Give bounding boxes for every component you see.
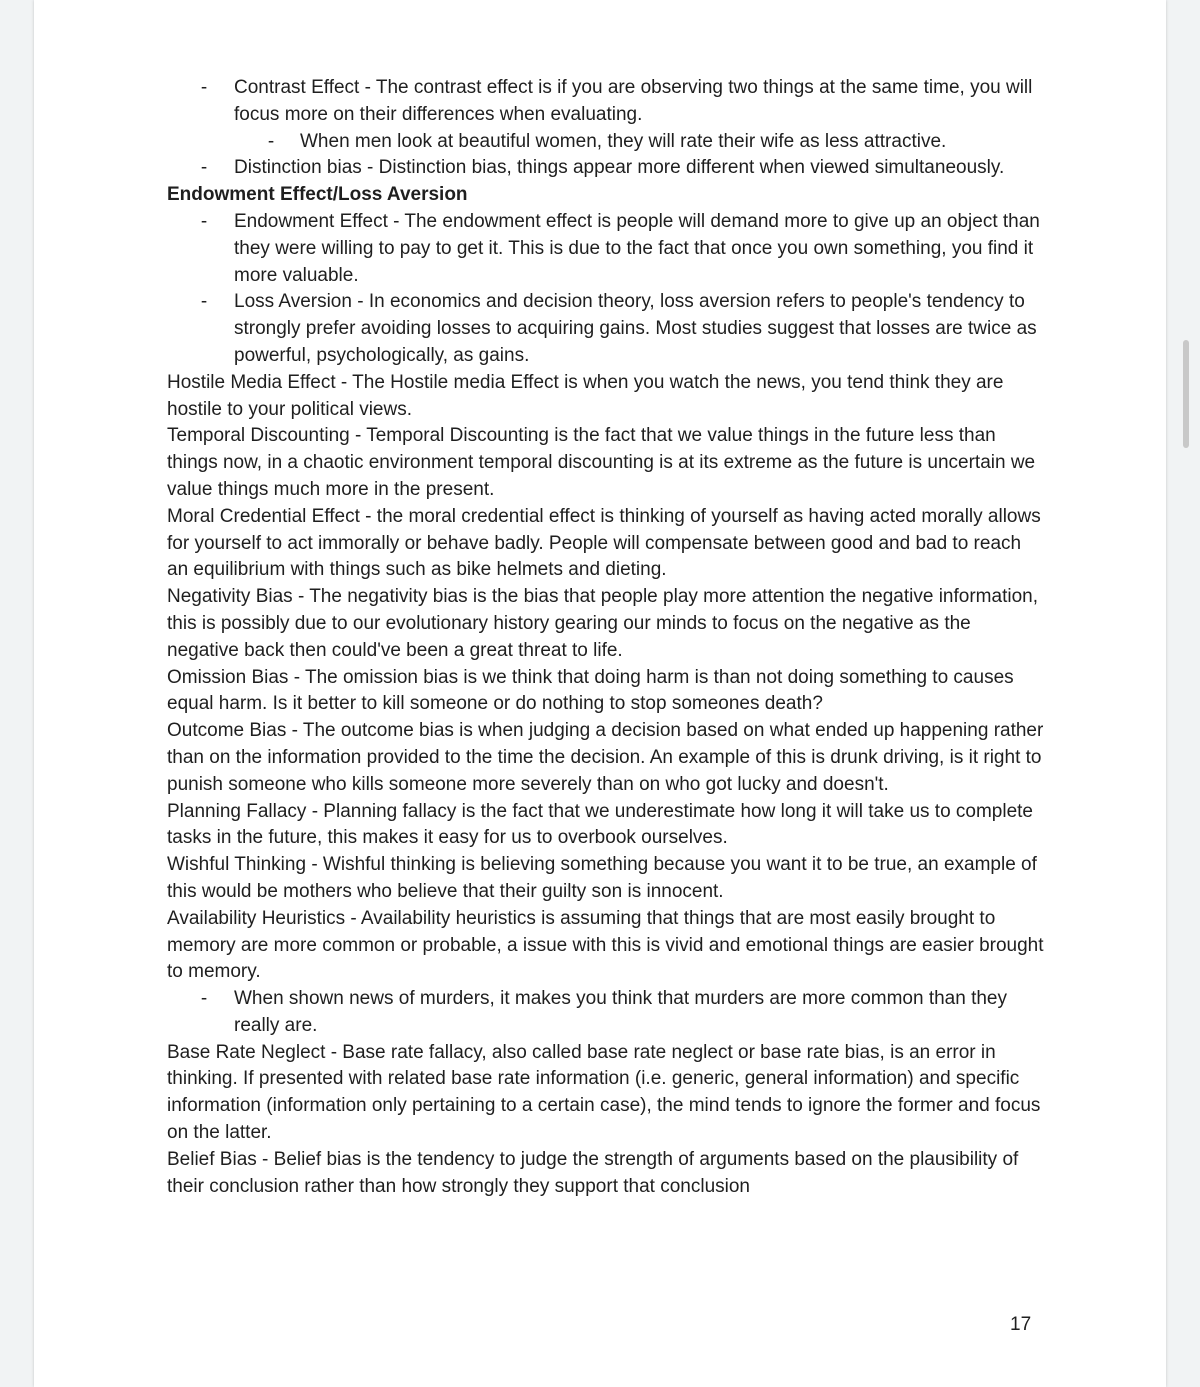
bullet-dash: - (200, 988, 208, 1010)
bullet-text: When shown news of murders, it makes you think that murders are more common than they really are. (234, 988, 1007, 1036)
bullet-loss-aversion (167, 289, 1047, 369)
paragraph-outcome-bias: Outcome Bias - The outcome bias is when judging a decision based on what ended up happening rather than on the information provided to the time the decision. An example of this is drunk driving, is it right to punish someone who kills someone more severely than on who got lucky and doesn't. (167, 720, 1044, 795)
document-page (34, 0, 1166, 1387)
paragraph-availability-heuristics: Availability Heuristics - Availability heuristics is assuming that things that are most easily brought to memory are more common or probable, a issue with this is vivid and emotional things are easier brought to memory. (167, 907, 1044, 983)
section-heading-endowment: Endowment Effect/Loss Aversion (167, 184, 468, 206)
bullet-text: Contrast Effect - The contrast effect is if you are observing two things at the same time, you will focus more on their differences when evaluating. (234, 77, 1033, 125)
subbullet-text: When men look at beautiful women, they will rate their wife as less attractive. (300, 130, 947, 152)
paragraph-planning-fallacy: Planning Fallacy - Planning fallacy is the fact that we underestimate how long it will take us to complete tasks in the future, this makes it easy for us to overbook ourselves. (167, 800, 1034, 849)
page-number: 17 (1010, 1314, 1032, 1335)
bullet-contrast-effect (167, 75, 1047, 129)
bullet-distinction-bias (167, 155, 1047, 182)
bullet-dash: - (267, 130, 275, 152)
paragraph-belief-bias: Belief Bias - Belief bias is the tendency to judge the strength of arguments based on the plausibility of their conclusion rather than how strongly they support that conclusion (167, 1148, 1019, 1197)
paragraph-moral-credential: Moral Credential Effect - the moral credential effect is thinking of yourself as having acted morally allows for yourself to act immorally or behave badly. People will compensate between good and bad to reach an equilibrium with things such as bike helmets and dieting. (167, 505, 1041, 581)
bullet-dash: - (200, 291, 208, 313)
paragraph-negativity-bias: Negativity Bias - The negativity bias is the bias that people play more attention the negative information, this is possibly due to our evolutionary history gearing our minds to focus on the negative as the negative back then could've been a great threat to life. (167, 586, 1038, 661)
paragraph-omission-bias: Omission Bias - The omission bias is we think that doing harm is than not doing something to causes equal harm. Is it better to kill someone or do nothing to stop someones death? (167, 666, 1014, 715)
page-content (167, 75, 1047, 1200)
paragraph-base-rate-neglect: Base Rate Neglect - Base rate fallacy, also called base rate neglect or base rate bias, is an error in thinking. If presented with related base rate information (i.e. generic, general information) and specific information (information only pertaining to a certain case), the mind tends to ignore the former and focus on the latter. (167, 1041, 1041, 1144)
bullet-endowment-effect (167, 209, 1047, 289)
bullet-murders-example (167, 986, 1047, 1040)
bullet-dash: - (200, 210, 208, 232)
bullet-text: Loss Aversion - In economics and decision theory, loss aversion refers to people's tendency to strongly prefer avoiding losses to acquiring gains. Most studies suggest that losses are twice as powerful, psychologically, as gains. (234, 291, 1037, 366)
bullet-dash: - (200, 157, 208, 179)
bullet-dash: - (200, 77, 208, 98)
paragraph-temporal-discounting: Temporal Discounting - Temporal Discounting is the fact that we value things in the future less than things now, in a chaotic environment temporal discounting is at its extreme as the future is uncertain we value things much more in the present. (167, 425, 1036, 500)
bullet-text: Endowment Effect - The endowment effect is people will demand more to give up an object than they were willing to pay to get it. This is due to the fact that once you own something, you find it more valuable. (234, 210, 1040, 286)
bullet-text: Distinction bias - Distinction bias, things appear more different when viewed simultaneously. (234, 157, 1005, 179)
subbullet-contrast-example (167, 129, 1047, 156)
paragraph-wishful-thinking: Wishful Thinking - Wishful thinking is believing something because you want it to be true, an example of this would be mothers who believe that their guilty son is innocent. (167, 854, 1037, 902)
paragraph-hostile-media: Hostile Media Effect - The Hostile media Effect is when you watch the news, you tend think they are hostile to your political views. (167, 371, 1004, 420)
vertical-scrollbar[interactable] (1183, 340, 1189, 448)
